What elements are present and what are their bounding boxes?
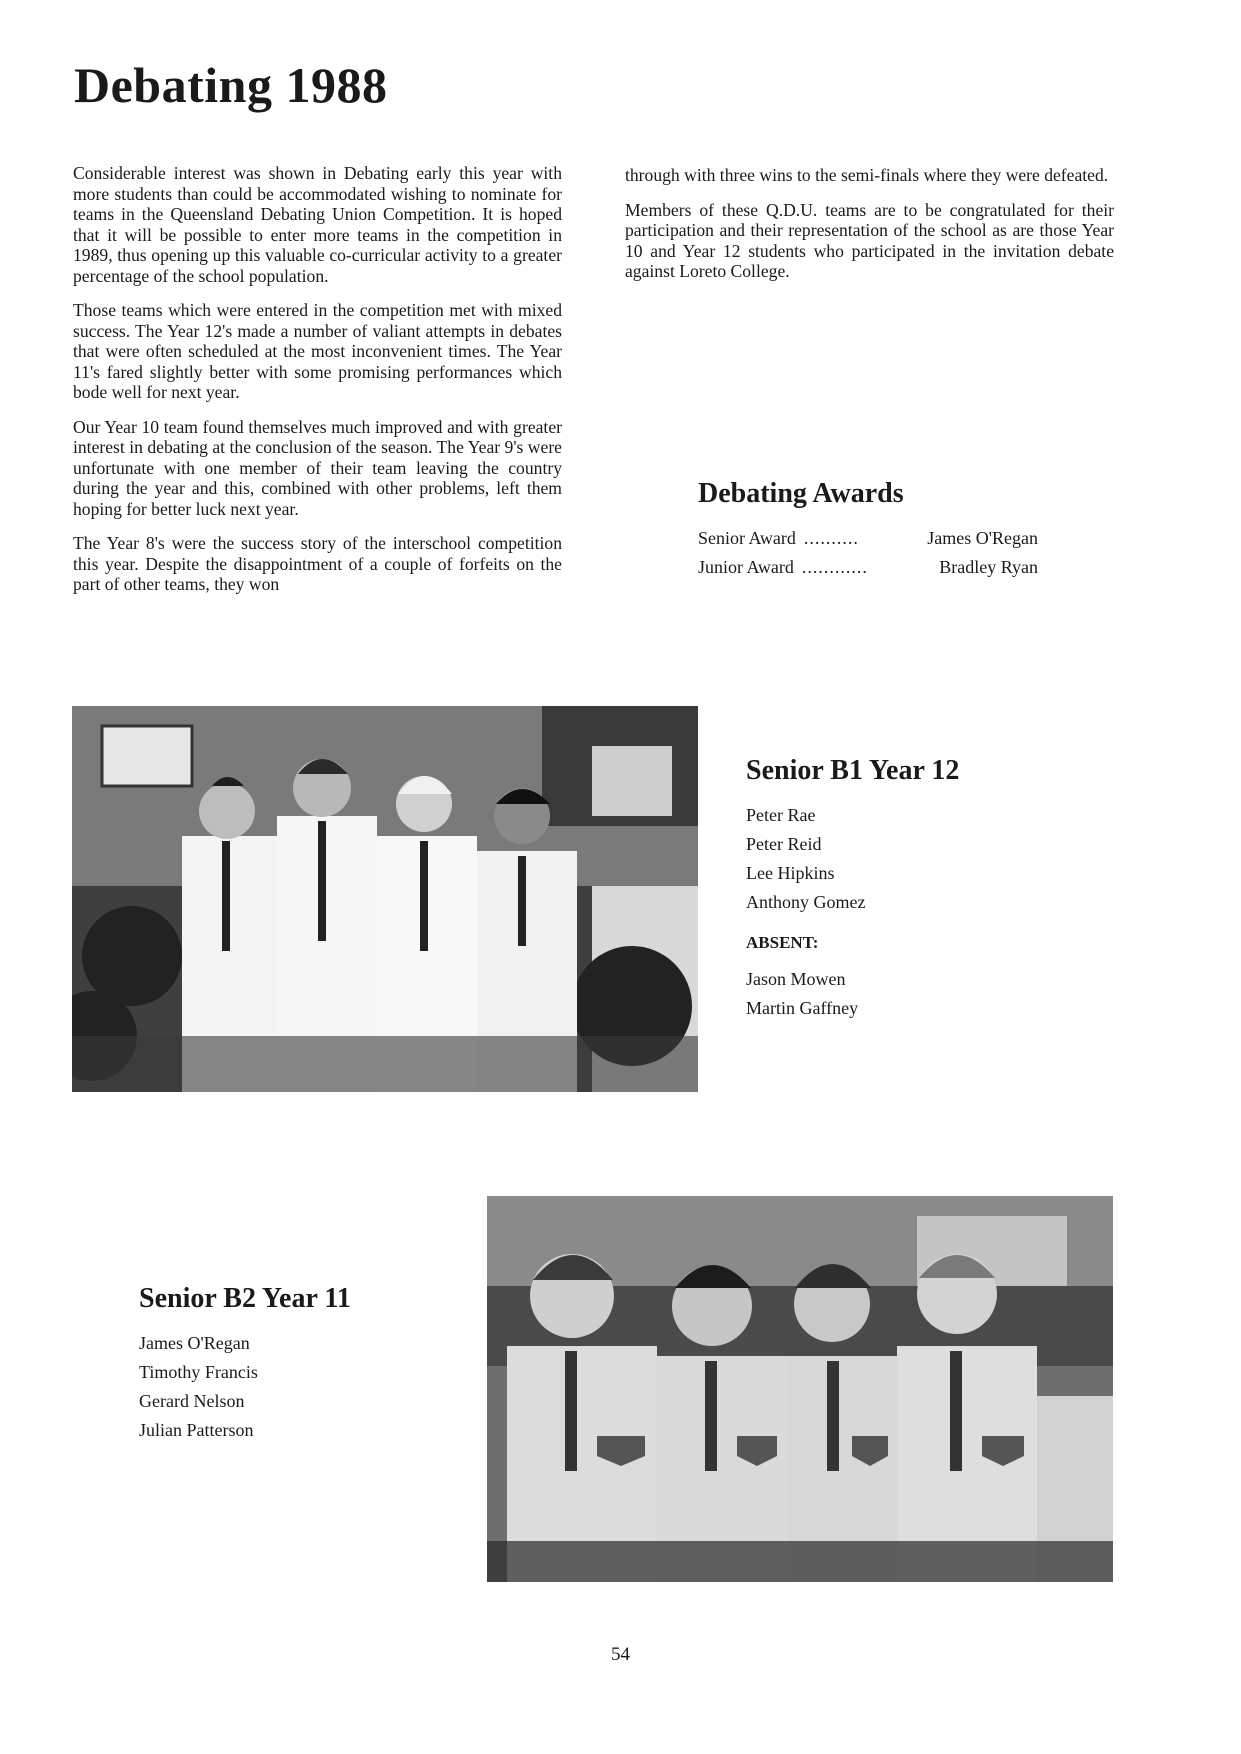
- award-recipient: Bradley Ryan: [939, 557, 1038, 577]
- dot-leader: ............: [801, 557, 868, 577]
- award-recipient: James O'Regan: [927, 528, 1038, 548]
- team-member: Timothy Francis: [139, 1362, 258, 1382]
- paragraph: Members of these Q.D.U. teams are to be congratulated for their participation and their representation of the school as are those Year 10 and Year 12 students who participated in the invitation debate against Loreto College.: [625, 199, 1114, 281]
- paragraph: The Year 8's were the success story of the interschool competition this year. Despite the disappointment of a couple of forfeits on the part of other teams, they won: [73, 533, 562, 594]
- team-senior-b2: [139, 1283, 351, 1445]
- team-member: Peter Reid: [746, 834, 822, 854]
- awards-heading: Debating Awards: [698, 478, 904, 509]
- paragraph: Our Year 10 team found themselves much improved and with greater interest in debating at the conclusion of the season. The Year 9's were unfortunate with one member of their team leaving the country during the year and this, combined with other problems, left them hoping for better luck next year.: [73, 416, 562, 519]
- dot-leader: ..........: [803, 528, 859, 548]
- absent-label: ABSENT:: [746, 933, 819, 952]
- paragraph: through with three wins to the semi-finals where they were defeated.: [625, 165, 1109, 185]
- team-photo-senior-b2: [487, 1196, 1113, 1582]
- award-label: Senior Award: [698, 528, 796, 548]
- team-member: Peter Rae: [746, 805, 816, 825]
- award-row: [698, 553, 1038, 582]
- team-member: Julian Patterson: [139, 1420, 254, 1440]
- paragraph: Those teams which were entered in the competition met with mixed success. The Year 12's made a number of valiant attempts in debates that were often scheduled at the most inconvenient times. The Year 11's fared slightly better with some promising performances which bode well for next year.: [73, 300, 562, 402]
- team-photo-senior-b1: [72, 706, 698, 1092]
- team-senior-b1: [746, 755, 959, 1023]
- award-label: Junior Award: [698, 557, 794, 577]
- left-column: [73, 163, 562, 609]
- team-member: Anthony Gomez: [746, 892, 866, 912]
- page-number: 54: [611, 1644, 630, 1665]
- award-row: [698, 524, 1038, 553]
- absent-member: Jason Mowen: [746, 969, 846, 989]
- right-column: [625, 165, 1114, 296]
- team-member: Lee Hipkins: [746, 863, 835, 883]
- debating-awards: [698, 478, 1038, 582]
- paragraph: Considerable interest was shown in Debating early this year with more students than could be accommodated wishing to nominate for teams in the Queensland Debating Union Competition. It is hoped that it will be possible to enter more teams in the competition in 1989, thus opening up this valuable co-curricular activity to a greater percentage of the school population.: [73, 163, 562, 286]
- team-member: James O'Regan: [139, 1333, 250, 1353]
- team-heading: Senior B2 Year 11: [139, 1283, 351, 1314]
- page-title: Debating 1988: [74, 57, 388, 113]
- absent-member: Martin Gaffney: [746, 998, 859, 1018]
- team-member: Gerard Nelson: [139, 1391, 245, 1411]
- team-heading: Senior B1 Year 12: [746, 755, 960, 786]
